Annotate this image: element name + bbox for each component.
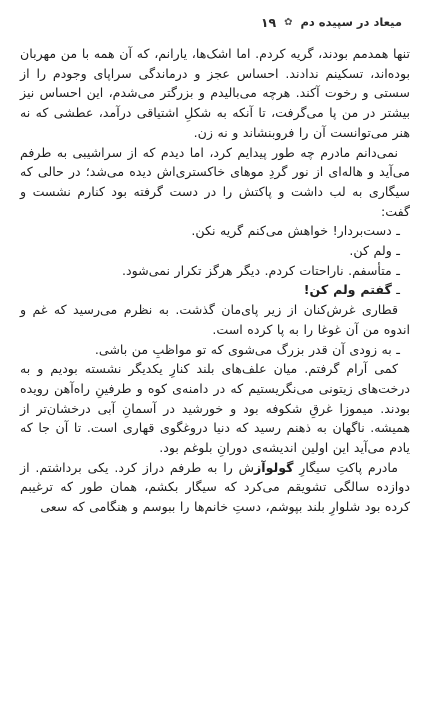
dialogue-line-5: ـ به زودی آن قدر بزرگ می‌شوی که تو مواظبِ من باشی. <box>94 341 400 357</box>
paragraph-5 <box>20 458 410 517</box>
dialogue-line-3: ـ متأسفم. ناراحتات کردم. دیگر هرگز تکرار نمی‌شود. <box>122 262 400 278</box>
running-title: میعاد در سپیده دم <box>300 15 402 29</box>
paragraph-4: کمی آرام گرفتم. میان علف‌های بلند کنارِ یکدیگر نشسته بودیم و به درخت‌های زیتونی می‌نگریستیم که در دامنه‌ی کوه و طرفینِ راه‌آهن رویده بودند. میموزا غرقِ شکوفه بود و خورشید در آسمانِ آبی درخشان‌تر از همیشه. ناگهان به ذهنم رسید که دنیا دروغگوی قهاری است. تا آن جا که یادم می‌آید این اولین اندیشه‌ی دورانِ بلوغم بود. <box>20 361 410 456</box>
paragraph-3: قطاری غرش‌کنان از زیر پای‌مان گذشت. به نظرم می‌رسید که غم و اندوه من آن غوغا را به پا کرده است. <box>20 302 410 337</box>
page-body <box>20 44 410 517</box>
paragraph-5-start: مادرم پاکتِ سیگارِ <box>293 459 398 475</box>
page-header <box>24 12 402 32</box>
dialogue-line-4-text: گفتم ولم کن! <box>303 282 392 298</box>
ornament-icon: ✿ <box>284 16 293 28</box>
dialogue-line-2: ـ ولم کن. <box>349 243 400 259</box>
paragraph-1: تنها همدمم بودند، گریه کردم. اما اشک‌ها، یارانم، که آن همه با من مهربان بوده‌اند، تسکینم ندادند. احساس عجز و درماندگی سراپای وجودم را از سستی و رخوت آکند. هرچه می‌بالیدم و بزرگتر می‌شدم، این احساس نیز بیشتر در من پا می‌گرفت، تا آنکه به شکلِ اشتیاقی درآمد، عطشی که نه هنر می‌توانست آن را فروبنشاند و نه زن. <box>20 46 410 140</box>
dialogue-line-4 <box>20 280 410 300</box>
page-number: ۱۹ <box>260 14 277 30</box>
brand-name: گولوآز <box>254 459 294 475</box>
dialogue-dash: ـ <box>391 282 400 298</box>
paragraph-2: نمی‌دانم مادرم چه طور پیدایم کرد، اما دیدم که از سراشیبی به طرفم می‌آید و هاله‌ای از نور گردِ موهای خاکستری‌اش دیده می‌شد؛ در حالی که سیگاری به لب داشت و پاکتش را در دست گرفته بود کنارم نشست و گفت: <box>20 144 410 219</box>
dialogue-line-1: ـ دست‌بردار! خواهش می‌کنم گریه نکن. <box>191 223 400 239</box>
paragraph-5-rest: ش را به طرفم دراز کرد. یکی برداشتم. از دوازده سالگی تشویقم می‌کرد که سیگار بکشم، همان طور که ترغیبم کرده بود شلوارِ بلند بپوشم، دستِ خانم‌ها را ببوسم و هنگامی که سعی <box>20 459 410 515</box>
